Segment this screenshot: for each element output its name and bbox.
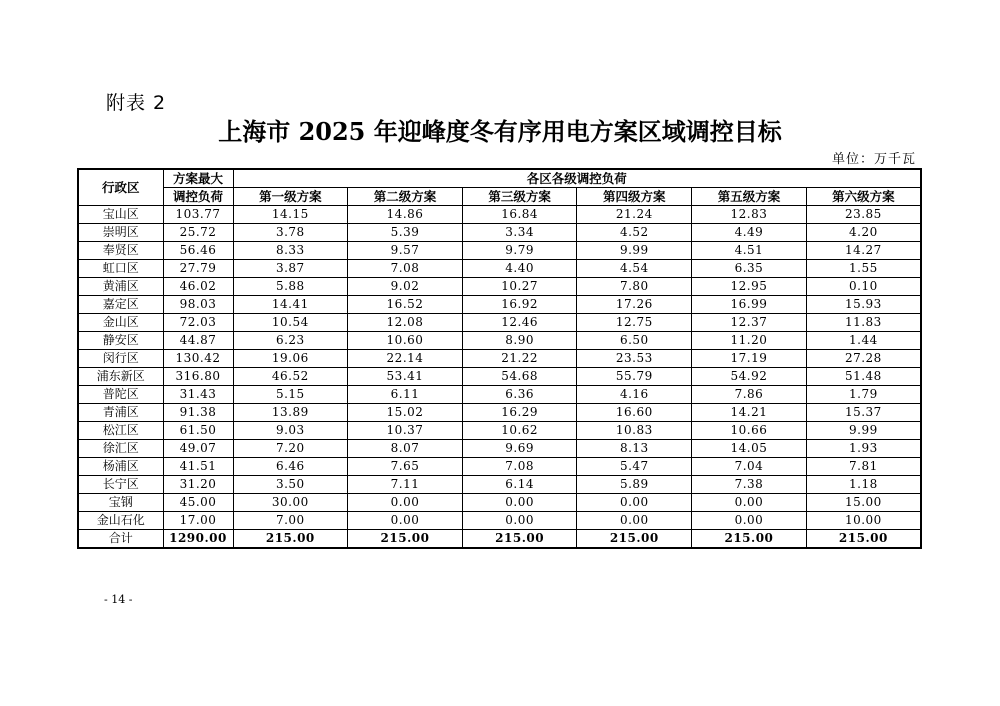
district-cell: 奉贤区 [78,242,163,260]
level-3-cell: 12.46 [462,314,577,332]
level-1-cell: 10.54 [233,314,348,332]
level-6-cell: 1.93 [806,440,921,458]
level-6-cell: 27.28 [806,350,921,368]
level-3-cell: 10.62 [462,422,577,440]
level-2-cell: 9.02 [348,278,463,296]
level-2-cell: 8.07 [348,440,463,458]
level-2-cell: 53.41 [348,368,463,386]
table-row [78,440,921,458]
level-4-cell: 12.75 [577,314,692,332]
header-level-1: 第一级方案 [233,188,348,206]
level-5-cell: 0.00 [692,494,807,512]
level-1-cell: 7.00 [233,512,348,530]
table-row [78,206,921,224]
district-cell: 虹口区 [78,260,163,278]
level-5-cell: 7.86 [692,386,807,404]
level-1-cell: 7.20 [233,440,348,458]
level-6-cell: 1.55 [806,260,921,278]
level-1-cell: 3.50 [233,476,348,494]
level-3-cell: 16.92 [462,296,577,314]
level-5-cell: 12.95 [692,278,807,296]
level-4-cell: 6.50 [577,332,692,350]
header-district: 行政区 [78,169,163,206]
level-6-cell: 7.81 [806,458,921,476]
max-load-cell: 98.03 [163,296,233,314]
level-1-cell: 6.23 [233,332,348,350]
level-3-cell: 7.08 [462,458,577,476]
level-4-cell: 23.53 [577,350,692,368]
max-load-cell: 1290.00 [163,530,233,549]
level-2-cell: 7.11 [348,476,463,494]
max-load-cell: 27.79 [163,260,233,278]
level-6-cell: 215.00 [806,530,921,549]
level-2-cell: 215.00 [348,530,463,549]
district-cell: 徐汇区 [78,440,163,458]
header-level-2: 第二级方案 [348,188,463,206]
district-cell: 嘉定区 [78,296,163,314]
level-2-cell: 5.39 [348,224,463,242]
table-row [78,332,921,350]
level-5-cell: 215.00 [692,530,807,549]
header-max-line1: 方案最大 [163,169,233,188]
level-6-cell: 4.20 [806,224,921,242]
level-1-cell: 8.33 [233,242,348,260]
table-row [78,422,921,440]
level-5-cell: 7.04 [692,458,807,476]
max-load-cell: 103.77 [163,206,233,224]
level-1-cell: 19.06 [233,350,348,368]
level-6-cell: 14.27 [806,242,921,260]
level-6-cell: 9.99 [806,422,921,440]
max-load-cell: 61.50 [163,422,233,440]
level-3-cell: 0.00 [462,494,577,512]
level-3-cell: 10.27 [462,278,577,296]
level-2-cell: 9.57 [348,242,463,260]
level-5-cell: 12.37 [692,314,807,332]
header-level-3: 第三级方案 [462,188,577,206]
table-row [78,260,921,278]
table-row [78,458,921,476]
level-3-cell: 16.84 [462,206,577,224]
level-3-cell: 9.69 [462,440,577,458]
level-5-cell: 11.20 [692,332,807,350]
level-3-cell: 6.14 [462,476,577,494]
table-row [78,476,921,494]
table-row [78,350,921,368]
level-1-cell: 13.89 [233,404,348,422]
district-cell: 长宁区 [78,476,163,494]
level-5-cell: 12.83 [692,206,807,224]
max-load-cell: 91.38 [163,404,233,422]
level-4-cell: 8.13 [577,440,692,458]
district-cell: 金山石化 [78,512,163,530]
max-load-cell: 31.20 [163,476,233,494]
level-1-cell: 9.03 [233,422,348,440]
level-5-cell: 14.05 [692,440,807,458]
district-cell: 宝钢 [78,494,163,512]
max-load-cell: 46.02 [163,278,233,296]
table-row [78,368,921,386]
level-2-cell: 10.60 [348,332,463,350]
total-row [78,530,921,549]
level-1-cell: 14.41 [233,296,348,314]
level-4-cell: 7.80 [577,278,692,296]
level-2-cell: 7.08 [348,260,463,278]
level-3-cell: 0.00 [462,512,577,530]
level-5-cell: 4.51 [692,242,807,260]
level-5-cell: 6.35 [692,260,807,278]
level-5-cell: 10.66 [692,422,807,440]
header-level-6: 第六级方案 [806,188,921,206]
district-cell: 金山区 [78,314,163,332]
level-4-cell: 55.79 [577,368,692,386]
level-3-cell: 16.29 [462,404,577,422]
appendix-label: 附表 2 [106,92,167,114]
level-3-cell: 6.36 [462,386,577,404]
level-6-cell: 15.37 [806,404,921,422]
level-6-cell: 15.93 [806,296,921,314]
district-cell: 普陀区 [78,386,163,404]
level-1-cell: 46.52 [233,368,348,386]
level-6-cell: 15.00 [806,494,921,512]
header-level-5: 第五级方案 [692,188,807,206]
level-2-cell: 22.14 [348,350,463,368]
level-6-cell: 51.48 [806,368,921,386]
level-1-cell: 14.15 [233,206,348,224]
level-5-cell: 17.19 [692,350,807,368]
table-row [78,314,921,332]
level-6-cell: 0.10 [806,278,921,296]
level-1-cell: 3.87 [233,260,348,278]
level-1-cell: 5.88 [233,278,348,296]
district-cell: 宝山区 [78,206,163,224]
table-row [78,512,921,530]
level-2-cell: 6.11 [348,386,463,404]
header-max-line2: 调控负荷 [163,188,233,206]
level-2-cell: 12.08 [348,314,463,332]
unit-label: 单位：万千瓦 [831,152,916,167]
document-title: 上海市 2025 年迎峰度冬有序用电方案区域调控目标 [218,117,782,146]
max-load-cell: 130.42 [163,350,233,368]
level-6-cell: 11.83 [806,314,921,332]
level-6-cell: 1.18 [806,476,921,494]
level-4-cell: 9.99 [577,242,692,260]
level-2-cell: 7.65 [348,458,463,476]
header-level-4: 第四级方案 [577,188,692,206]
max-load-cell: 49.07 [163,440,233,458]
level-1-cell: 215.00 [233,530,348,549]
max-load-cell: 25.72 [163,224,233,242]
max-load-cell: 31.43 [163,386,233,404]
level-4-cell: 5.89 [577,476,692,494]
level-3-cell: 54.68 [462,368,577,386]
level-2-cell: 0.00 [348,512,463,530]
level-4-cell: 4.52 [577,224,692,242]
table-row [78,296,921,314]
max-load-cell: 56.46 [163,242,233,260]
level-2-cell: 0.00 [348,494,463,512]
max-load-cell: 45.00 [163,494,233,512]
level-1-cell: 6.46 [233,458,348,476]
level-4-cell: 17.26 [577,296,692,314]
level-4-cell: 16.60 [577,404,692,422]
max-load-cell: 17.00 [163,512,233,530]
level-4-cell: 21.24 [577,206,692,224]
level-5-cell: 4.49 [692,224,807,242]
table-row [78,224,921,242]
district-cell: 浦东新区 [78,368,163,386]
level-5-cell: 16.99 [692,296,807,314]
level-5-cell: 14.21 [692,404,807,422]
level-1-cell: 5.15 [233,386,348,404]
level-3-cell: 9.79 [462,242,577,260]
level-1-cell: 30.00 [233,494,348,512]
level-2-cell: 10.37 [348,422,463,440]
table-row [78,404,921,422]
level-1-cell: 3.78 [233,224,348,242]
max-load-cell: 316.80 [163,368,233,386]
max-load-cell: 41.51 [163,458,233,476]
level-6-cell: 1.44 [806,332,921,350]
level-6-cell: 1.79 [806,386,921,404]
level-6-cell: 23.85 [806,206,921,224]
level-4-cell: 10.83 [577,422,692,440]
level-3-cell: 3.34 [462,224,577,242]
level-4-cell: 4.16 [577,386,692,404]
level-4-cell: 4.54 [577,260,692,278]
level-5-cell: 0.00 [692,512,807,530]
district-cell: 松江区 [78,422,163,440]
level-5-cell: 54.92 [692,368,807,386]
level-2-cell: 16.52 [348,296,463,314]
level-4-cell: 0.00 [577,512,692,530]
district-cell: 黄浦区 [78,278,163,296]
table-row [78,494,921,512]
level-6-cell: 10.00 [806,512,921,530]
district-cell: 青浦区 [78,404,163,422]
max-load-cell: 44.87 [163,332,233,350]
district-cell: 静安区 [78,332,163,350]
level-5-cell: 7.38 [692,476,807,494]
level-3-cell: 21.22 [462,350,577,368]
page-number: - 14 - [104,593,133,606]
level-2-cell: 14.86 [348,206,463,224]
table-row [78,242,921,260]
level-3-cell: 8.90 [462,332,577,350]
district-cell: 杨浦区 [78,458,163,476]
district-cell: 闵行区 [78,350,163,368]
max-load-cell: 72.03 [163,314,233,332]
level-4-cell: 215.00 [577,530,692,549]
level-4-cell: 0.00 [577,494,692,512]
table-row [78,278,921,296]
table-row [78,386,921,404]
header-level-group: 各区各级调控负荷 [233,169,921,188]
level-3-cell: 215.00 [462,530,577,549]
level-4-cell: 5.47 [577,458,692,476]
level-2-cell: 15.02 [348,404,463,422]
level-3-cell: 4.40 [462,260,577,278]
regional-control-table [77,168,922,549]
district-cell: 合计 [78,530,163,549]
district-cell: 崇明区 [78,224,163,242]
